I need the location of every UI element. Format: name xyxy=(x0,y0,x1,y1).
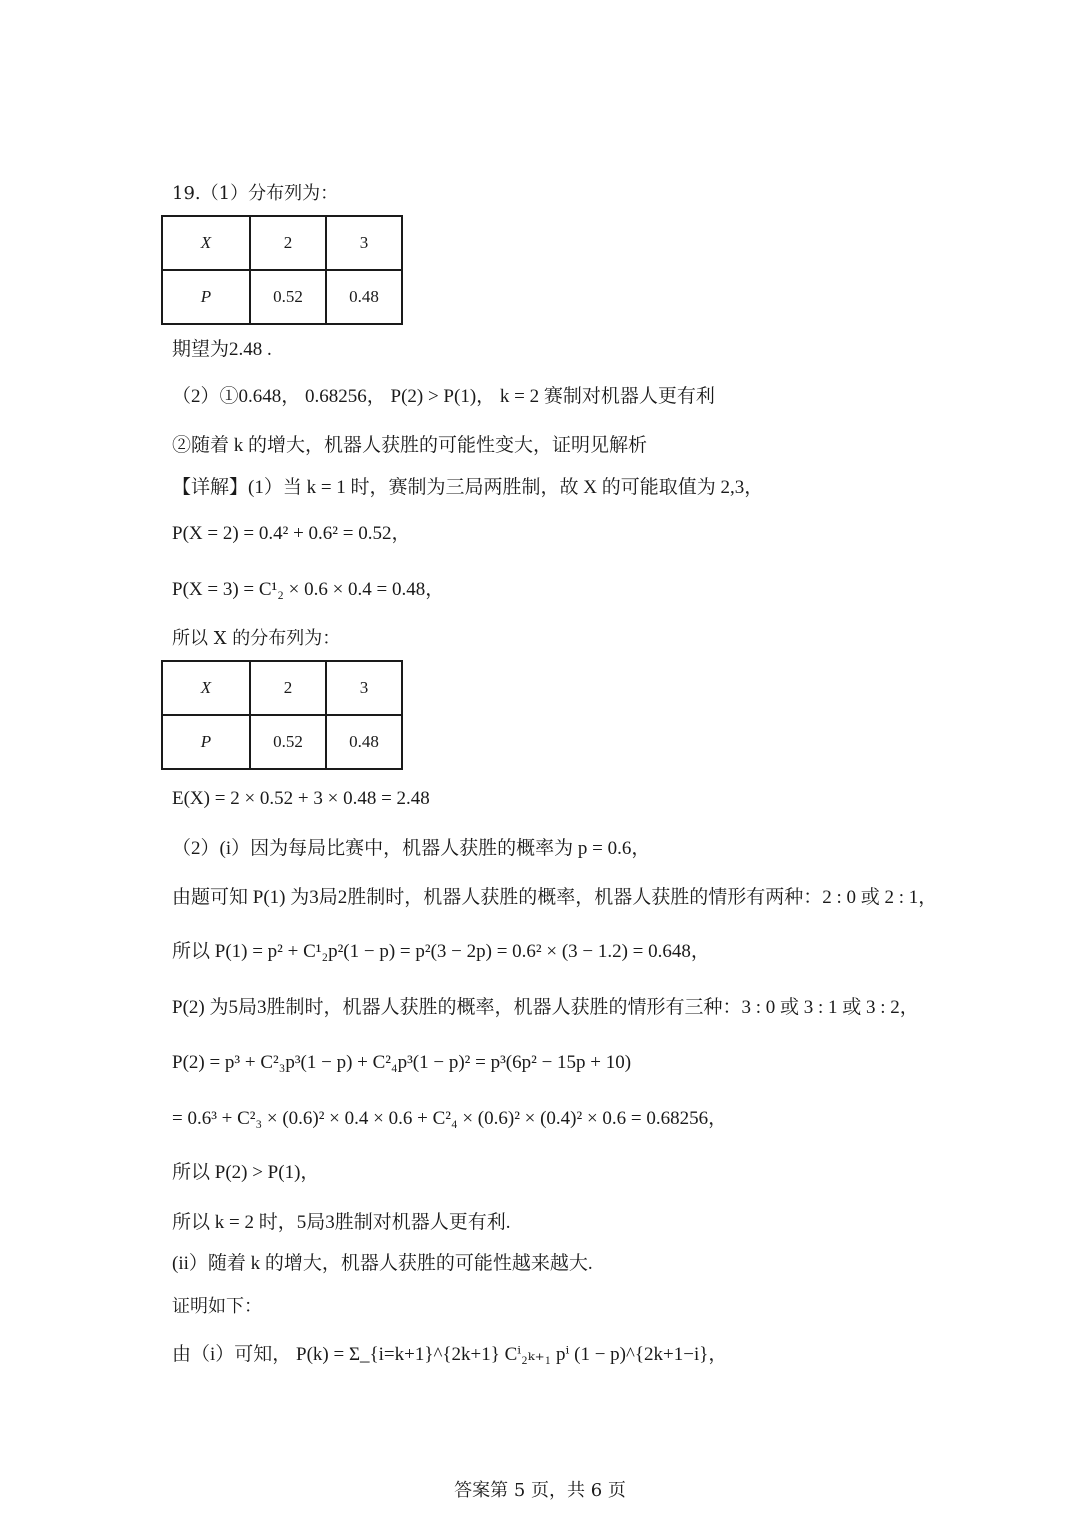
part2-i-intro: （2）(i）因为每局比赛中，机器人获胜的概率为 p = 0.6， xyxy=(172,838,651,859)
proof-heading: 证明如下： xyxy=(172,1296,262,1317)
p2-equation: P(2) = p³ + C²₃p³(1 − p) + C²₄p³(1 − p)² = p³(6p² − 15p + 10) xyxy=(172,1052,632,1073)
p2-description: P(2) 为5局3胜制时，机器人获胜的概率，机器人获胜的情形有三种：3 : 0 或 3 : 1 或 3 : 2， xyxy=(172,997,919,1018)
table-row xyxy=(162,270,402,324)
distribution-intro-line: 所以 X 的分布列为： xyxy=(172,628,341,649)
k2-conclusion: 所以 k = 2 时，5局3胜制对机器人更有利. xyxy=(172,1212,511,1233)
table-row xyxy=(162,661,402,715)
p1-equation: 所以 P(1) = p² + C¹₂p²(1 − p) = p²(3 − 2p) = 0.6² × (3 − 1.2) = 0.648， xyxy=(172,941,710,962)
table-cell: 3 xyxy=(326,216,402,270)
table-cell: 0.52 xyxy=(250,270,326,324)
table-cell: 2 xyxy=(250,661,326,715)
table-cell: X xyxy=(162,216,250,270)
table-cell: P xyxy=(162,715,250,769)
expectation-equation: E(X) = 2 × 0.52 + 3 × 0.48 = 2.48 xyxy=(172,788,430,809)
table-cell: 0.52 xyxy=(250,715,326,769)
table-cell: 0.48 xyxy=(326,715,402,769)
table-cell: X xyxy=(162,661,250,715)
part2-ii-statement: (ii）随着 k 的增大，机器人获胜的可能性越来越大. xyxy=(172,1253,593,1274)
distribution-table-2 xyxy=(161,660,403,770)
table-row xyxy=(162,715,402,769)
p2-greater-p1: 所以 P(2) > P(1)， xyxy=(172,1162,320,1183)
page-footer: 答案第 5 页，共 6 页 xyxy=(454,1480,626,1501)
pk-sum-formula: 由（i）可知， P(k) = Σ_{i=k+1}^{2k+1} Cⁱ₂ₖ₊₁ pⁱ (1 − p)^{2k+1−i}， xyxy=(172,1344,728,1365)
table-cell: 3 xyxy=(326,661,402,715)
prob-x3-equation: P(X = 3) = C¹₂ × 0.6 × 0.4 = 0.48， xyxy=(172,579,445,600)
question-19-part1-heading: 19.（1）分布列为： xyxy=(172,183,339,204)
table-cell: P xyxy=(162,270,250,324)
detailed-solution-heading: 【详解】(1）当 k = 1 时，赛制为三局两胜制，故 X 的可能取值为 2,3， xyxy=(172,477,764,498)
table-cell: 2 xyxy=(250,216,326,270)
p1-description: 由题可知 P(1) 为3局2胜制时，机器人获胜的概率，机器人获胜的情形有两种：2 : 0 或 2 : 1， xyxy=(172,887,938,908)
expectation-line: 期望为2.48 . xyxy=(172,339,272,360)
table-cell: 0.48 xyxy=(326,270,402,324)
part2-conclusion-line: ②随着 k 的增大，机器人获胜的可能性变大，证明见解析 xyxy=(172,435,648,456)
distribution-table-1 xyxy=(161,215,403,325)
prob-x2-equation: P(X = 2) = 0.4² + 0.6² = 0.52， xyxy=(172,523,411,544)
part2-answer-line: （2）①0.648， 0.68256， P(2) > P(1)， k = 2 赛制对机器人更有利 xyxy=(172,386,715,407)
table-row xyxy=(162,216,402,270)
p2-numeric-equation: = 0.6³ + C²₃ × (0.6)² × 0.4 × 0.6 + C²₄ × (0.6)² × (0.4)² × 0.6 = 0.68256， xyxy=(172,1108,728,1129)
